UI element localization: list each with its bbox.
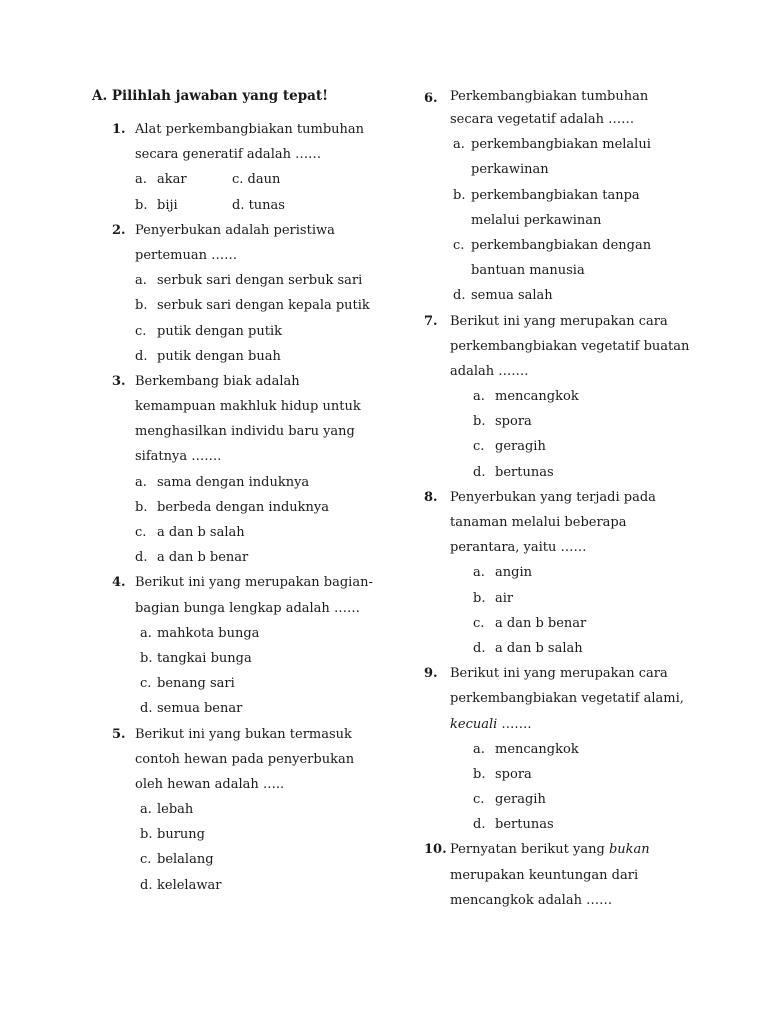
option-text: serbuk sari dengan kepala putik xyxy=(157,298,370,314)
option-text: serbuk sari dengan serbuk sari xyxy=(157,273,363,289)
option-c xyxy=(92,671,392,696)
option-letter: c. xyxy=(473,439,485,455)
left-column xyxy=(92,86,392,898)
option-text: belalang xyxy=(157,852,214,868)
option-text: spora xyxy=(495,766,532,782)
option-c xyxy=(92,847,392,872)
option-letter: d. xyxy=(135,348,148,364)
question-text: tanaman melalui beberapa xyxy=(450,515,627,530)
question-2 xyxy=(92,218,392,369)
question-text: perkembangbiakan vegetatif alami, xyxy=(450,691,684,707)
option-letter: c. xyxy=(135,323,147,339)
option-b xyxy=(92,646,392,671)
option-letter: b. xyxy=(140,827,153,843)
question-number: 9. xyxy=(424,666,438,682)
option-letter: a. xyxy=(140,802,152,818)
option-d xyxy=(92,696,392,721)
option-letter: a. xyxy=(473,389,485,405)
option-letter: c. xyxy=(473,615,485,631)
option-letter: d. xyxy=(473,817,486,833)
option-text: sama dengan induknya xyxy=(157,474,310,490)
option-text: biji xyxy=(157,197,178,213)
option-a-cont xyxy=(424,157,724,182)
option-letter: a. xyxy=(135,172,147,188)
question-5 xyxy=(92,722,392,898)
option-text: lebah xyxy=(157,802,194,818)
question-text: secara generatif adalah …… xyxy=(135,147,322,163)
question-text: menghasilkan individu baru yang xyxy=(135,424,355,440)
option-d xyxy=(92,344,392,369)
option-b xyxy=(424,586,724,611)
option-b-cont xyxy=(424,208,724,233)
question-text-rest: ……. xyxy=(497,716,532,732)
option-letter: d. xyxy=(140,877,153,893)
option-letter: a. xyxy=(140,625,152,641)
question-7 xyxy=(424,309,724,485)
option-text: burung xyxy=(157,827,205,843)
option-text: bertunas xyxy=(495,817,554,833)
option-text: a dan b salah xyxy=(495,640,583,656)
option-text: mencangkok xyxy=(495,741,579,757)
option-a xyxy=(424,384,724,409)
option-text: kelelawar xyxy=(157,877,222,893)
option-text: d. tunas xyxy=(232,197,285,213)
option-text: mencangkok xyxy=(495,389,579,405)
option-row xyxy=(92,167,392,192)
question-number: 2. xyxy=(112,222,126,238)
option-b xyxy=(424,183,724,208)
option-letter: d. xyxy=(453,288,466,304)
option-c-cont xyxy=(424,258,724,283)
option-text: semua salah xyxy=(471,288,553,304)
option-a xyxy=(92,268,392,293)
question-10 xyxy=(424,837,724,913)
option-a xyxy=(424,560,724,585)
option-letter: d. xyxy=(140,701,153,717)
question-number: 10. xyxy=(424,842,447,858)
option-text: melalui perkawinan xyxy=(471,212,602,228)
option-letter: c. xyxy=(140,676,152,692)
option-text: mahkota bunga xyxy=(157,625,260,641)
question-8 xyxy=(424,485,724,661)
option-c xyxy=(424,787,724,812)
question-text xyxy=(424,712,724,737)
option-row xyxy=(92,193,392,218)
option-letter: c. xyxy=(140,852,152,868)
question-text: perantara, yaitu …… xyxy=(450,540,587,556)
option-text: a dan b salah xyxy=(157,525,245,540)
option-c xyxy=(92,520,392,545)
option-text: c. daun xyxy=(232,172,281,188)
option-letter: a. xyxy=(453,137,465,153)
option-letter: b. xyxy=(135,298,148,314)
question-number: 6. xyxy=(424,91,438,106)
option-text: berbeda dengan induknya xyxy=(157,499,329,515)
option-b xyxy=(424,762,724,787)
italic-word: bukan xyxy=(608,842,650,858)
option-b xyxy=(92,495,392,520)
option-a xyxy=(92,797,392,822)
option-a xyxy=(92,621,392,646)
question-text: sifatnya ……. xyxy=(135,449,222,465)
option-b xyxy=(92,822,392,847)
question-number: 4. xyxy=(112,575,126,591)
option-letter: b. xyxy=(140,650,153,666)
question-number: 8. xyxy=(424,489,438,505)
option-c xyxy=(424,233,724,258)
option-text: perkembangbiakan dengan xyxy=(471,237,652,253)
question-text: adalah ……. xyxy=(450,363,529,379)
question-9 xyxy=(424,661,724,837)
option-c xyxy=(424,434,724,459)
option-text: perkembangbiakan tanpa xyxy=(471,187,640,203)
italic-word: kecuali xyxy=(450,716,498,732)
question-text xyxy=(424,837,724,862)
question-text: Berikut ini yang merupakan cara xyxy=(450,666,668,682)
option-text: perkawinan xyxy=(471,162,549,178)
option-text: bertunas xyxy=(495,464,554,480)
option-text: putik dengan buah xyxy=(157,348,281,364)
question-text: Berikut ini yang merupakan bagian- xyxy=(135,575,373,591)
option-letter: a. xyxy=(473,741,485,757)
option-d xyxy=(424,812,724,837)
right-column xyxy=(424,86,724,913)
option-text: akar xyxy=(157,172,187,188)
option-letter: b. xyxy=(135,499,148,515)
question-text: merupakan keuntungan dari xyxy=(450,867,639,883)
question-text: Alat perkembangbiakan tumbuhan xyxy=(135,122,365,137)
option-letter: c. xyxy=(135,525,147,540)
option-letter: d. xyxy=(473,464,486,480)
option-text: geragih xyxy=(495,439,546,455)
question-text: mencangkok adalah …… xyxy=(450,892,613,908)
option-text: air xyxy=(495,590,514,606)
question-number: 1. xyxy=(112,122,126,137)
question-text-start: Pernyatan berikut yang xyxy=(450,842,609,858)
question-4 xyxy=(92,570,392,721)
option-text: a dan b benar xyxy=(157,550,249,566)
option-text: perkembangbiakan melalui xyxy=(471,137,651,153)
option-text: a dan b benar xyxy=(495,615,587,631)
option-text: spora xyxy=(495,414,532,430)
option-d xyxy=(92,873,392,898)
option-letter: a. xyxy=(135,474,147,490)
section-heading: A. Pilihlah jawaban yang tepat! xyxy=(92,88,329,104)
question-text: Berikut ini yang bukan termasuk xyxy=(135,726,352,742)
question-text: bagian bunga lengkap adalah …… xyxy=(135,600,360,616)
question-text: oleh hewan adalah ….. xyxy=(135,776,285,792)
question-text: Perkembangbiakan tumbuhan xyxy=(450,89,649,104)
option-letter: b. xyxy=(473,766,486,782)
option-a xyxy=(92,470,392,495)
option-letter: a. xyxy=(473,565,485,581)
option-letter: b. xyxy=(453,187,466,203)
option-text: putik dengan putik xyxy=(157,323,283,339)
option-d xyxy=(424,283,724,308)
question-text: Berikut ini yang merupakan cara xyxy=(450,313,668,329)
option-text: angin xyxy=(495,565,532,581)
question-text: Penyerbukan yang terjadi pada xyxy=(450,489,656,505)
option-letter: d. xyxy=(135,550,148,566)
option-d xyxy=(424,460,724,485)
question-1 xyxy=(92,117,392,218)
option-letter: b. xyxy=(135,197,148,213)
option-c xyxy=(424,611,724,636)
question-text: Penyerbukan adalah peristiwa xyxy=(135,222,335,238)
question-text: contoh hewan pada penyerbukan xyxy=(135,751,355,767)
option-a xyxy=(424,737,724,762)
question-text: perkembangbiakan vegetatif buatan xyxy=(450,338,690,354)
option-text: bantuan manusia xyxy=(471,263,585,279)
option-text: semua benar xyxy=(157,701,243,717)
question-6 xyxy=(424,86,724,309)
option-c xyxy=(92,319,392,344)
option-letter: d. xyxy=(473,640,486,656)
question-text: secara vegetatif adalah …… xyxy=(450,112,635,127)
question-text: Berkembang biak adalah xyxy=(135,373,300,389)
option-b xyxy=(424,409,724,434)
option-text: benang sari xyxy=(157,676,235,692)
option-d xyxy=(92,545,392,570)
question-text: pertemuan …… xyxy=(135,247,238,263)
option-letter: c. xyxy=(453,237,465,253)
question-number: 5. xyxy=(112,726,126,742)
option-text: tangkai bunga xyxy=(157,650,252,666)
option-a xyxy=(424,132,724,157)
option-letter: c. xyxy=(473,792,485,808)
question-number: 3. xyxy=(112,373,126,389)
option-letter: a. xyxy=(135,273,147,289)
option-b xyxy=(92,293,392,318)
question-3 xyxy=(92,369,392,571)
option-letter: b. xyxy=(473,414,486,430)
question-text: kemampuan makhluk hidup untuk xyxy=(135,399,361,415)
option-d xyxy=(424,636,724,661)
option-text: geragih xyxy=(495,792,546,808)
question-number: 7. xyxy=(424,313,438,329)
option-letter: b. xyxy=(473,590,486,606)
